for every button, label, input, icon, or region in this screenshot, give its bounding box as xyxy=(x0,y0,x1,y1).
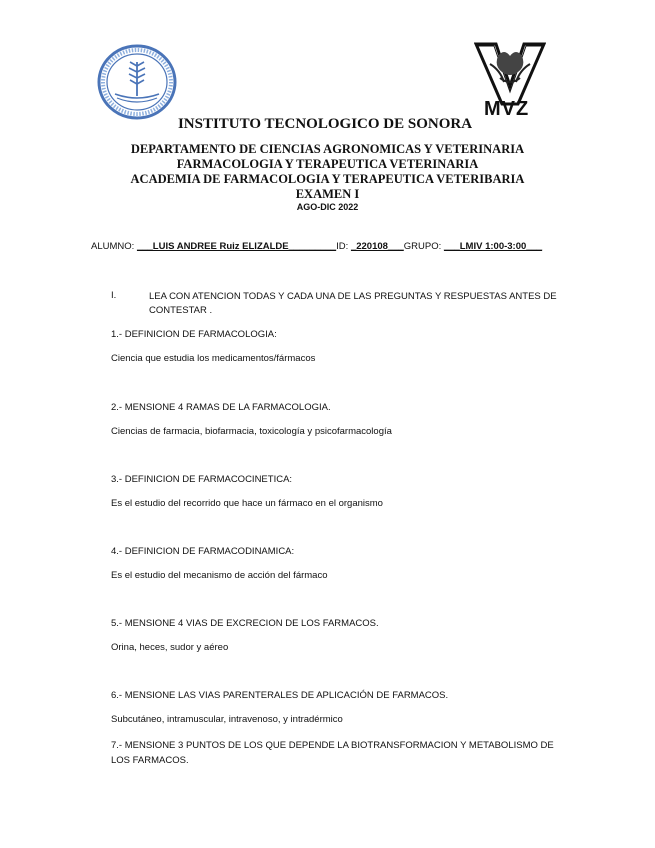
alumno-label: ALUMNO: xyxy=(91,241,135,252)
question-1: 1.- DEFINICION DE FARMACOLOGIA: xyxy=(111,329,277,340)
answer-4: Es el estudio del mecanismo de acción del fármaco xyxy=(111,570,328,581)
answer-5: Orina, heces, sudor y aéreo xyxy=(111,642,229,653)
question-3: 3.- DEFINICION DE FARMACOCINETICA: xyxy=(111,474,293,485)
student-info-line xyxy=(91,241,542,252)
department-line: DEPARTAMENTO DE CIENCIAS AGRONOMICAS Y VETERINARIA xyxy=(130,142,525,156)
answer-3: Es el estudio del recorrido que hace un fármaco en el organismo xyxy=(111,498,383,509)
mvz-logo xyxy=(474,42,546,120)
question-7: 7.- MENSIONE 3 PUNTOS DE LOS QUE DEPENDE LA BIOTRANSFORMACION Y METABOLISMO DE LOS FARMACOS. xyxy=(111,740,554,766)
exam-period: AGO-DIC 2022 xyxy=(296,202,359,212)
grupo-label: GRUPO: xyxy=(403,241,442,252)
department-line: ACADEMIA DE FARMACOLOGIA Y TERAPEUTICA VETERIBARIA xyxy=(130,172,525,186)
instruction-text: LEA CON ATENCION TODAS Y CADA UNA DE LAS PREGUNTAS Y RESPUESTAS ANTES DE CONTESTAR . xyxy=(149,291,557,316)
question-5: 5.- MENSIONE 4 VIAS DE EXCRECION DE LOS FARMACOS. xyxy=(111,618,379,629)
question-2: 2.- MENSIONE 4 RAMAS DE LA FARMACOLOGIA. xyxy=(111,402,331,413)
mvz-logo-text: MVZ xyxy=(484,98,530,120)
itson-seal-logo xyxy=(97,44,177,120)
id-label: ID: xyxy=(336,241,349,252)
question-6: 6.- MENSIONE LAS VIAS PARENTERALES DE APLICACIÓN DE FARMACOS. xyxy=(111,690,449,701)
institute-title: INSTITUTO TECNOLOGICO DE SONORA xyxy=(177,116,473,132)
department-block xyxy=(0,142,655,202)
exam-title: EXAMEN I xyxy=(295,187,360,201)
answer-1: Ciencia que estudia los medicamentos/fármacos xyxy=(111,353,316,364)
instruction-number: I. xyxy=(111,290,117,301)
question-4: 4.- DEFINICION DE FARMACODINAMICA: xyxy=(111,546,295,557)
answer-2: Ciencias de farmacia, biofarmacia, toxicología y psicofarmacología xyxy=(111,426,392,437)
department-line: FARMACOLOGIA Y TERAPEUTICA VETERINARIA xyxy=(176,157,479,171)
answer-6: Subcutáneo, intramuscular, intravenoso, y intradérmico xyxy=(111,714,343,725)
alumno-value: ___LUIS ANDREE Ruiz ELIZALDE_________ xyxy=(136,241,337,252)
id-value: _220108___ xyxy=(350,241,404,252)
grupo-value: ___LMIV 1:00-3:00___ xyxy=(443,241,543,252)
